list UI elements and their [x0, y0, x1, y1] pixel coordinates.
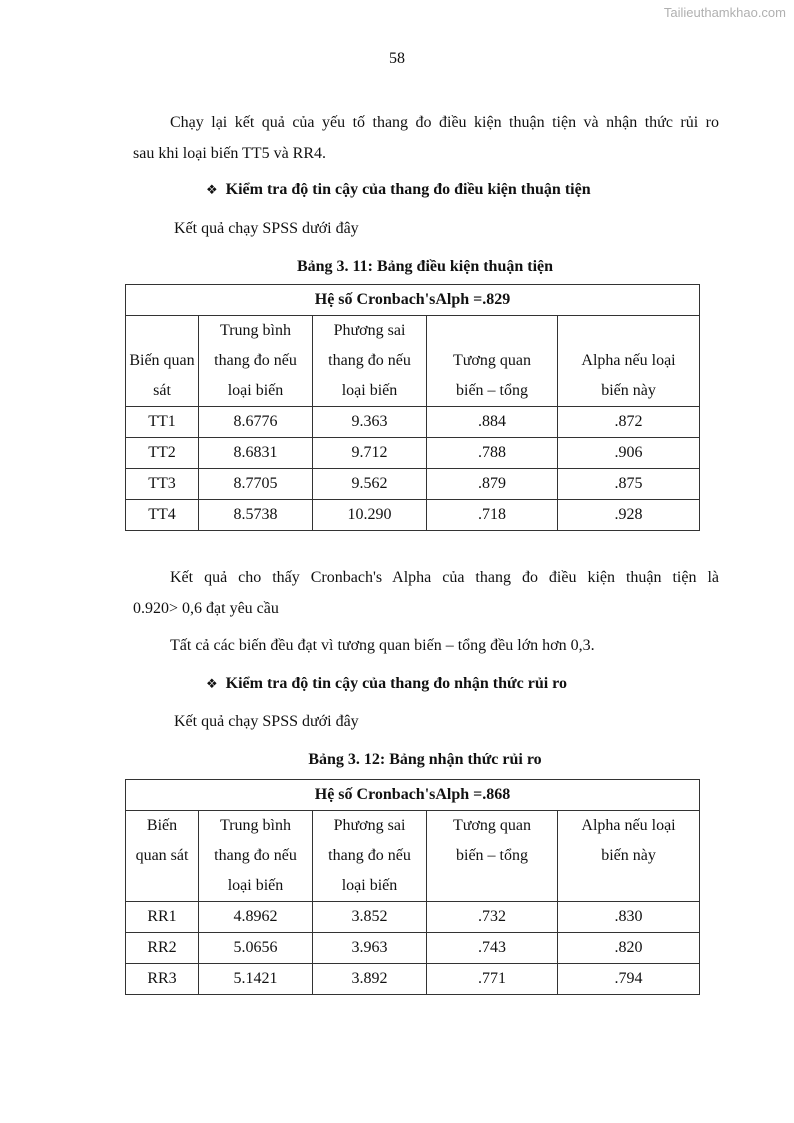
bullet-diamond-icon: ❖	[206, 182, 218, 197]
cell: .830	[558, 902, 700, 933]
cell: .928	[558, 500, 700, 531]
table-title: Hệ số Cronbach'sAlph =.829	[126, 285, 700, 316]
header-cell: Phương sai thang đo nếu loại biến	[313, 316, 427, 407]
cell: 8.5738	[199, 500, 313, 531]
cell: TT1	[126, 407, 199, 438]
table-row	[126, 500, 700, 531]
cell: 3.852	[313, 902, 427, 933]
cell: .875	[558, 469, 700, 500]
watermark: Tailieuthamkhao.com	[663, 5, 786, 20]
table-title: Hệ số Cronbach'sAlph =.868	[126, 780, 700, 811]
cell: TT3	[126, 469, 199, 500]
header-cell: Biến quan sát	[126, 811, 199, 902]
cell: RR1	[126, 902, 199, 933]
cell: .743	[427, 933, 558, 964]
cell: .884	[427, 407, 558, 438]
cell: 3.892	[313, 964, 427, 995]
section2-heading	[206, 675, 567, 693]
cell: .788	[427, 438, 558, 469]
table-row	[126, 933, 700, 964]
cell: TT2	[126, 438, 199, 469]
cell: .771	[427, 964, 558, 995]
header-cell: Phương sai thang đo nếu loại biến	[313, 811, 427, 902]
cell: 5.1421	[199, 964, 313, 995]
table-row	[126, 469, 700, 500]
table2-caption: Bảng 3. 12: Bảng nhận thức rủi ro	[308, 751, 542, 768]
cell: .718	[427, 500, 558, 531]
cell: TT4	[126, 500, 199, 531]
header-cell: Alpha nếu loại biến này	[558, 316, 700, 407]
cell: 10.290	[313, 500, 427, 531]
result-line-3: Tất cả các biến đều đạt vì tương quan biến – tổng đều lớn hơn 0,3.	[170, 637, 595, 654]
cell: 8.6776	[199, 407, 313, 438]
header-cell: Alpha nếu loại biến này	[558, 811, 700, 902]
cell: 9.562	[313, 469, 427, 500]
cell: .820	[558, 933, 700, 964]
table-row	[126, 964, 700, 995]
cell: 8.7705	[199, 469, 313, 500]
cell: 9.363	[313, 407, 427, 438]
header-cell: Tương quan biến – tổng	[427, 316, 558, 407]
table-3-11	[125, 284, 700, 531]
cell: .879	[427, 469, 558, 500]
cell: 5.0656	[199, 933, 313, 964]
section2-lead: Kết quả chạy SPSS dưới đây	[174, 713, 359, 730]
section1-heading-text: Kiểm tra độ tin cậy của thang đo điều kiện thuận tiện	[225, 181, 591, 198]
cell: .872	[558, 407, 700, 438]
header-cell: Trung bình thang đo nếu loại biến	[199, 811, 313, 902]
result-line-1: Kết quả cho thấy Cronbach's Alpha của thang đo điều kiện thuận tiện là	[170, 569, 719, 586]
cell: 8.6831	[199, 438, 313, 469]
result-line-2: 0.920> 0,6 đạt yêu cầu	[133, 600, 279, 617]
header-cell: Trung bình thang đo nếu loại biến	[199, 316, 313, 407]
cell: .906	[558, 438, 700, 469]
page-number: 58	[389, 50, 405, 67]
section1-heading	[206, 181, 591, 199]
table-row	[126, 407, 700, 438]
table1-caption: Bảng 3. 11: Bảng điều kiện thuận tiện	[296, 258, 554, 275]
header-cell: Tương quan biến – tổng	[427, 811, 558, 902]
cell: 9.712	[313, 438, 427, 469]
cell: .794	[558, 964, 700, 995]
cell: 4.8962	[199, 902, 313, 933]
section2-heading-text: Kiểm tra độ tin cậy của thang đo nhận thức rủi ro	[225, 675, 567, 692]
header-cell: Biến quan sát	[126, 316, 199, 407]
intro-line-1: Chạy lại kết quả của yếu tố thang đo điều kiện thuận tiện và nhận thức rủi ro	[170, 114, 719, 131]
intro-line-2: sau khi loại biến TT5 và RR4.	[133, 145, 327, 162]
bullet-diamond-icon: ❖	[206, 676, 218, 691]
cell: RR2	[126, 933, 199, 964]
cell: .732	[427, 902, 558, 933]
table-3-12	[125, 779, 700, 995]
cell: 3.963	[313, 933, 427, 964]
table-row	[126, 438, 700, 469]
table-row	[126, 902, 700, 933]
section1-lead: Kết quả chạy SPSS dưới đây	[174, 220, 359, 237]
cell: RR3	[126, 964, 199, 995]
